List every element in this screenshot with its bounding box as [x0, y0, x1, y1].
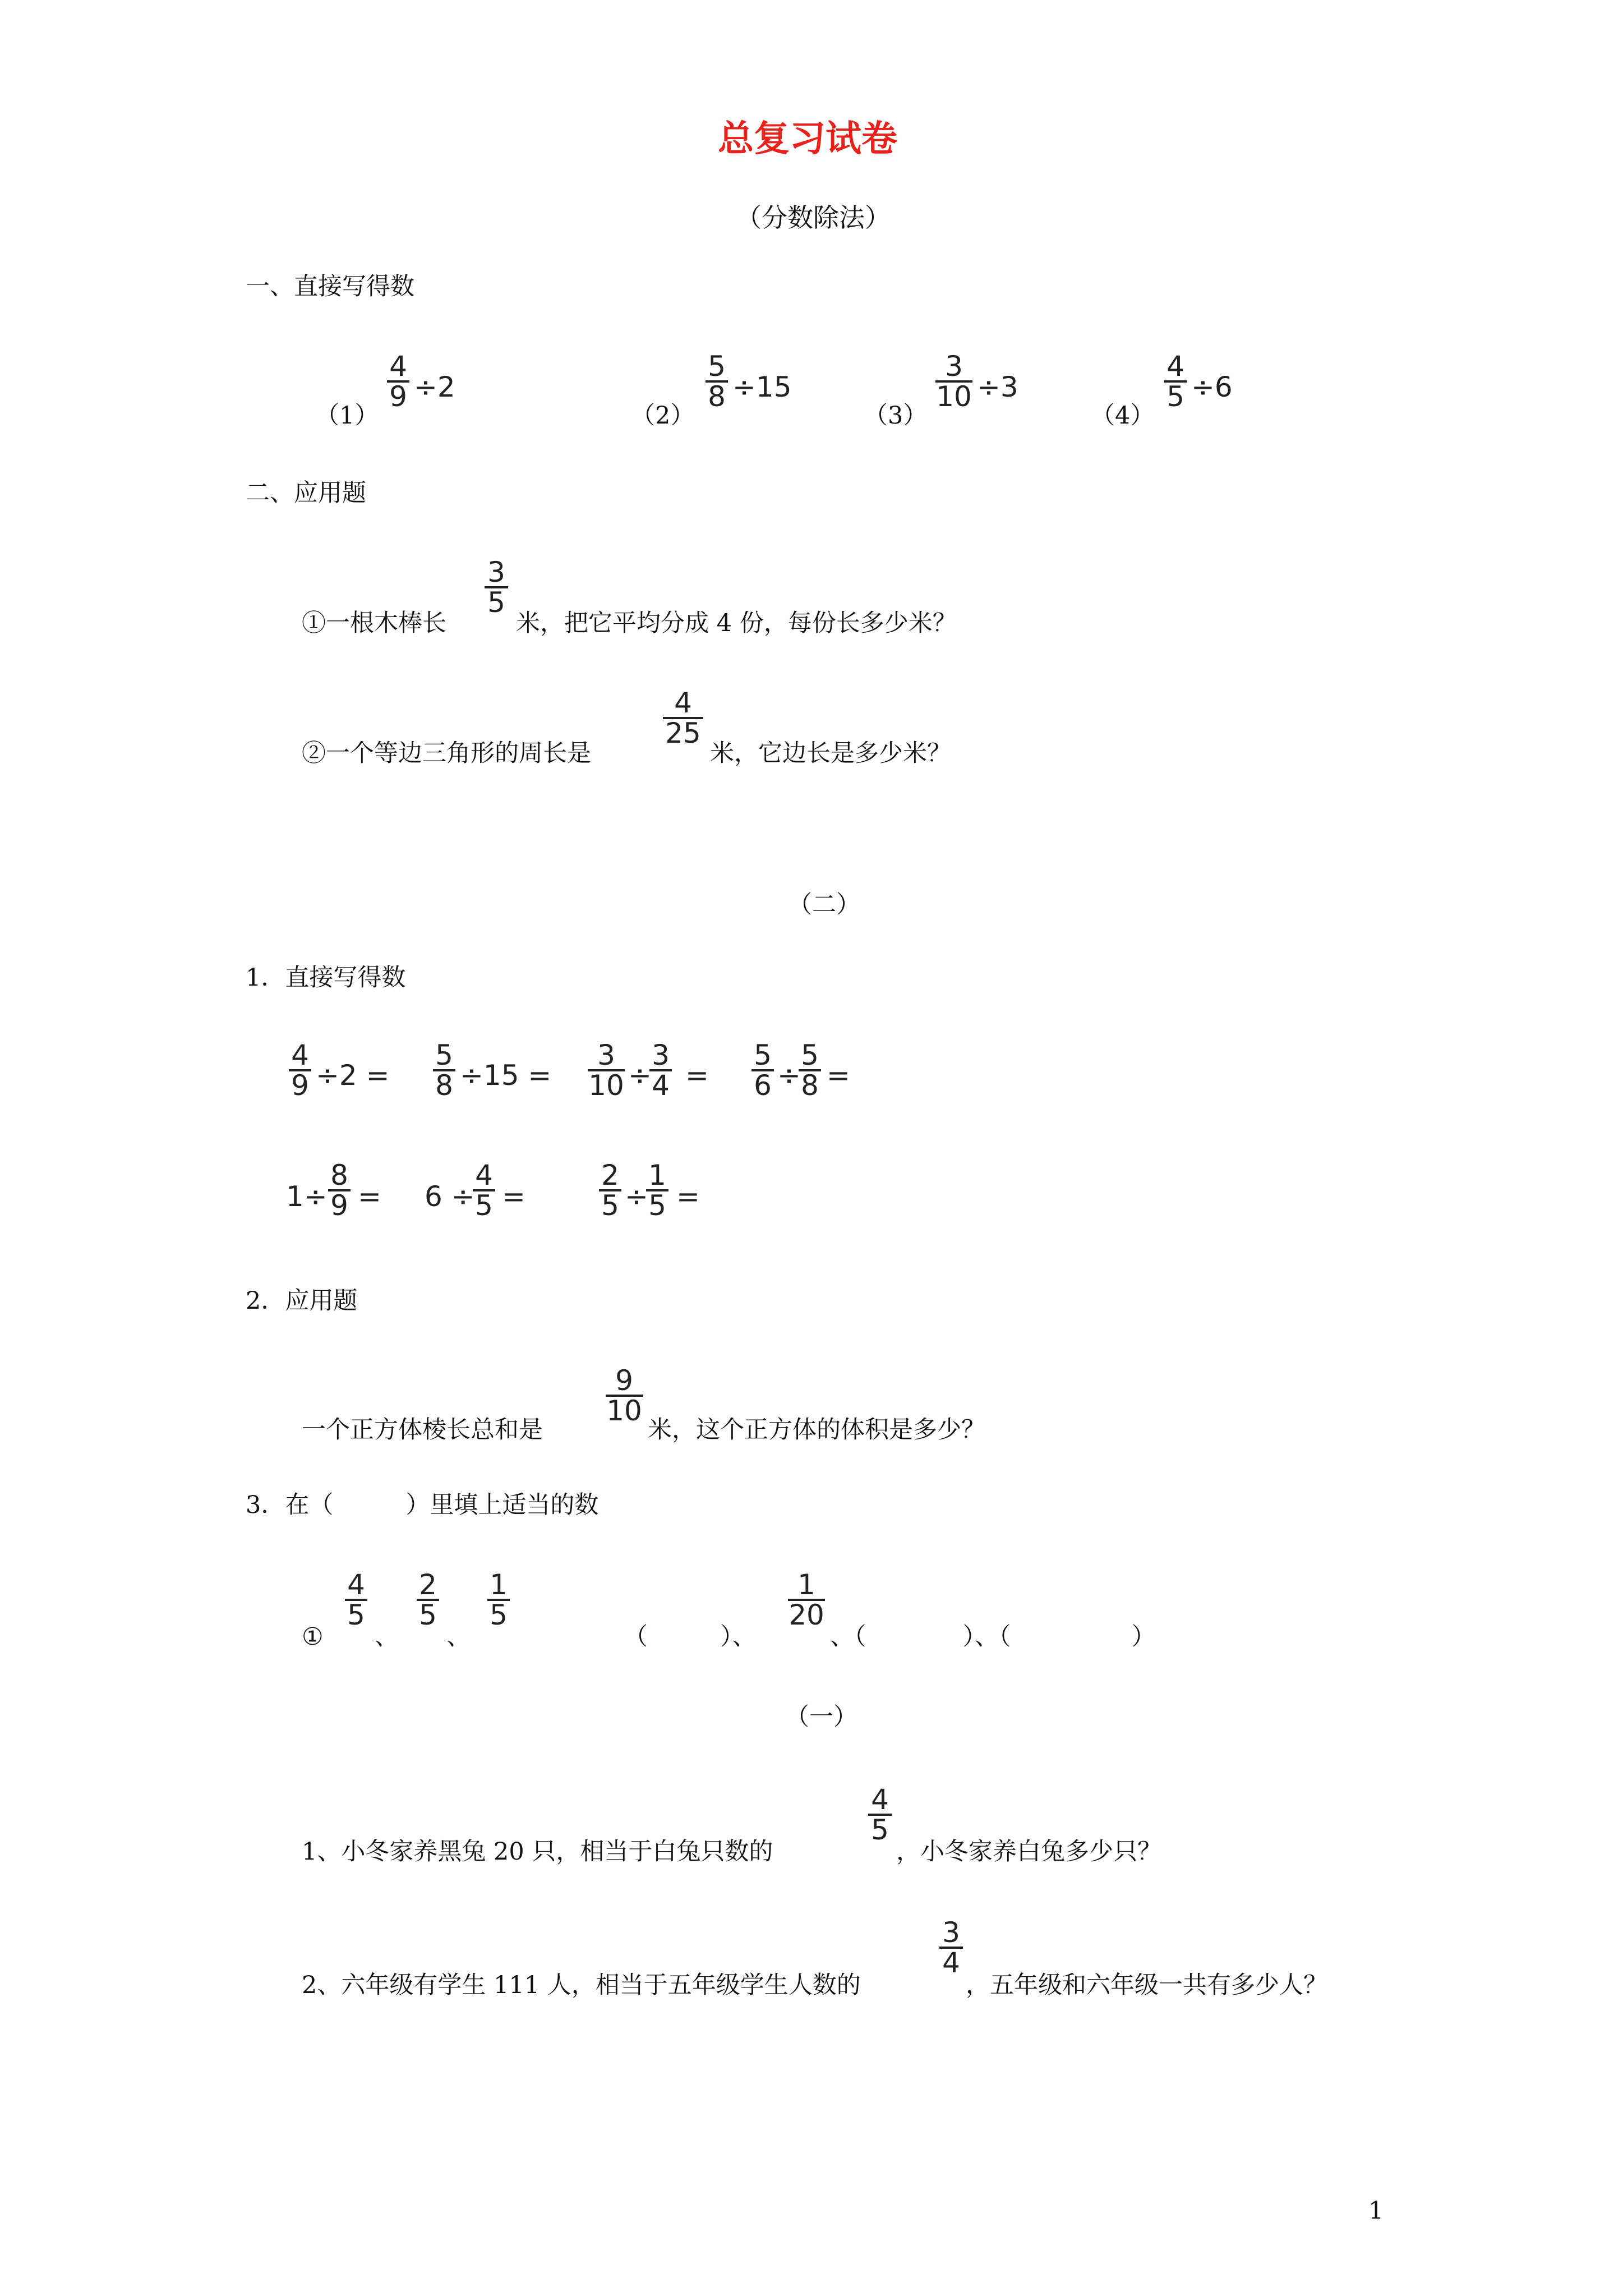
- expression: ÷3: [977, 371, 1018, 403]
- page-number: 1: [1368, 2197, 1384, 2225]
- denominator: 8: [435, 1069, 453, 1102]
- question-text: 米，把它平均分成 4 份，每份长多少米？: [516, 609, 957, 637]
- numerator: 9: [615, 1364, 633, 1397]
- numerator: 3: [652, 1039, 670, 1071]
- numerator: 2: [419, 1568, 437, 1601]
- fraction: [473, 1161, 495, 1220]
- numerator: 5: [435, 1039, 453, 1071]
- expression: ÷15 =: [460, 1059, 552, 1092]
- denominator: 20: [789, 1599, 824, 1631]
- denominator: 9: [389, 380, 407, 413]
- question-text: ①一根木棒长: [302, 609, 446, 637]
- separator: 、: [446, 1623, 471, 1651]
- question-text: 2、六年级有学生 111 人，相当于五年级学生人数的: [302, 1971, 861, 1999]
- operator: ÷: [777, 1059, 801, 1092]
- denominator: 5: [475, 1189, 493, 1222]
- question-text: ②一个等边三角形的周长是: [302, 739, 591, 767]
- fraction: [289, 1039, 311, 1102]
- equals-sign: =: [502, 1180, 525, 1213]
- fraction: [387, 352, 409, 411]
- part2-heading: 二、应用题: [246, 479, 366, 507]
- section-title: （二）: [788, 891, 860, 919]
- fraction: [868, 1783, 892, 1846]
- page-subtitle: （分数除法）: [736, 203, 891, 233]
- numerator: 4: [291, 1039, 309, 1071]
- expression: 1÷: [286, 1180, 328, 1213]
- numerator: 4: [347, 1568, 365, 1601]
- question-text: 米，它边长是多少米？: [710, 739, 951, 767]
- question-text: 米，这个正方体的体积是多少？: [648, 1416, 985, 1444]
- numerator: 4: [475, 1159, 493, 1191]
- numerator: 1: [797, 1568, 815, 1601]
- numerator: 3: [942, 1916, 960, 1949]
- fraction: [487, 1568, 510, 1631]
- denominator: 10: [936, 380, 972, 413]
- denominator: 4: [652, 1069, 670, 1102]
- fraction: [751, 1039, 774, 1102]
- numerator: 3: [945, 350, 963, 383]
- denominator: 10: [588, 1069, 624, 1102]
- answer-blank[interactable]: 、（ ）、（ ）: [830, 1623, 1156, 1651]
- fraction: [606, 1366, 643, 1425]
- denominator: 9: [291, 1069, 309, 1102]
- section-heading: 2．应用题: [246, 1287, 358, 1315]
- denominator: 5: [347, 1599, 365, 1631]
- numerator: 4: [1166, 350, 1184, 383]
- numerator: 5: [801, 1039, 819, 1071]
- denominator: 5: [419, 1599, 437, 1631]
- numerator: 4: [389, 350, 407, 383]
- section-heading: 1．直接写得数: [246, 964, 406, 992]
- denominator: 25: [665, 717, 701, 749]
- fraction: [1164, 352, 1187, 411]
- denominator: 8: [708, 380, 726, 413]
- fraction: [706, 352, 728, 411]
- equals-sign: =: [676, 1180, 700, 1213]
- denominator: 5: [490, 1599, 508, 1631]
- expression: ÷2: [414, 371, 455, 403]
- fraction: [485, 556, 508, 619]
- equals-sign: =: [827, 1059, 850, 1092]
- numerator: 5: [754, 1039, 772, 1071]
- denominator: 8: [801, 1069, 819, 1102]
- operator: ÷: [625, 1180, 648, 1213]
- equals-sign: =: [358, 1180, 381, 1213]
- expression: ÷15: [732, 371, 792, 403]
- fraction: [663, 689, 703, 747]
- fraction: [588, 1039, 625, 1102]
- fraction: [646, 1161, 668, 1220]
- fraction: [799, 1039, 821, 1102]
- fraction: [935, 352, 972, 411]
- item-label: （3）: [864, 402, 928, 430]
- section-title: （一）: [785, 1703, 857, 1731]
- expression: ÷6: [1191, 371, 1233, 403]
- denominator: 6: [754, 1069, 772, 1102]
- numerator: 4: [871, 1783, 889, 1816]
- numerator: 3: [597, 1039, 615, 1071]
- numerator: 3: [487, 556, 505, 588]
- denominator: 5: [1166, 380, 1184, 413]
- fraction: [788, 1568, 825, 1631]
- denominator: 5: [648, 1189, 666, 1222]
- numerator: 1: [648, 1159, 666, 1191]
- item-label: （2）: [631, 402, 695, 430]
- denominator: 5: [601, 1189, 619, 1222]
- numerator: 4: [674, 687, 692, 719]
- denominator: 5: [871, 1814, 889, 1846]
- fraction: [417, 1568, 439, 1631]
- question-text: 1、小冬家养黑兔 20 只，相当于白兔只数的: [302, 1838, 773, 1866]
- section-heading: 3．在（ ）里填上适当的数: [246, 1491, 599, 1519]
- question-text: 一个正方体棱长总和是: [302, 1416, 543, 1444]
- fraction: [939, 1918, 963, 1977]
- fraction: [433, 1039, 455, 1102]
- fraction: [649, 1039, 672, 1102]
- fraction: [345, 1568, 367, 1631]
- question-text: ，小冬家养白兔多少只？: [896, 1838, 1161, 1866]
- item-label: （4）: [1091, 402, 1155, 430]
- numerator: 2: [601, 1159, 619, 1191]
- denominator: 4: [942, 1947, 960, 1979]
- expression: ÷2 =: [316, 1059, 390, 1092]
- denominator: 10: [606, 1395, 642, 1427]
- numerator: 5: [708, 350, 726, 383]
- page-title: 总复习试卷: [718, 118, 897, 160]
- denominator: 5: [487, 586, 505, 619]
- equals-sign: =: [685, 1059, 709, 1092]
- answer-blank[interactable]: （ ）、: [624, 1623, 757, 1651]
- circled-marker: ①: [302, 1623, 324, 1651]
- operator: ÷: [628, 1059, 652, 1092]
- part1-heading: 一、直接写得数: [246, 273, 414, 301]
- question-text: ，五年级和六年级一共有多少人？: [966, 1971, 1327, 1999]
- fraction: [328, 1161, 351, 1220]
- fraction: [599, 1161, 621, 1220]
- item-label: （1）: [315, 402, 379, 430]
- denominator: 9: [330, 1189, 348, 1222]
- numerator: 8: [330, 1159, 348, 1191]
- expression: 6 ÷: [425, 1180, 475, 1213]
- numerator: 1: [490, 1568, 508, 1601]
- separator: 、: [375, 1623, 399, 1651]
